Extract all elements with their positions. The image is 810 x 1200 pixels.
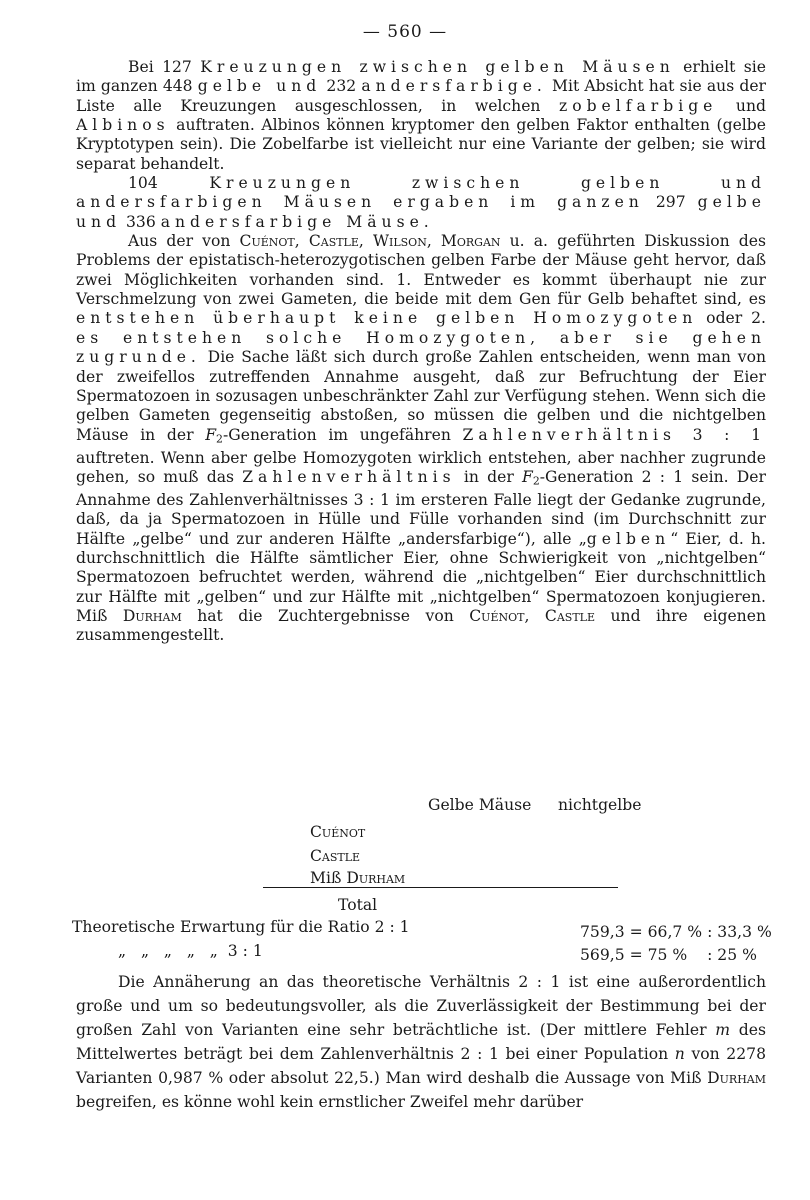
author-name: Cuénot — [239, 232, 295, 251]
author-name: Durham — [346, 869, 406, 887]
spaced-text: Zahlenverhältnis — [242, 467, 456, 486]
closing-text — [76, 970, 766, 1114]
total-rule — [263, 887, 618, 888]
expectation-label-1: Theoretische Erwartung für die Ratio 2 : 1 — [72, 918, 410, 936]
author-name: Castle — [308, 232, 359, 251]
text: , — [358, 232, 373, 251]
header-nichtgelbe: nichtgelbe — [558, 796, 642, 814]
label-prefix: Miß — [310, 869, 347, 887]
text: hat die Zuchtergebnisse von — [181, 607, 470, 626]
header-gelbe: Gelbe Mäuse — [428, 796, 532, 814]
spaced-text: Kreuzungen zwischen gelben Mäusen — [200, 58, 675, 76]
text: auftreten. Wenn aber gelbe Homozygoten wirklich entstehen, aber nachher zugrunde gehen, so muß das — [76, 448, 766, 486]
spaced-text: Albinos — [76, 116, 170, 135]
expectation-label-2: „ „ „ „ „ 3 : 1 — [118, 942, 263, 960]
text: oder 2. — [697, 309, 766, 328]
author-name: Durham — [122, 607, 182, 626]
text: Die Annäherung an das theoretische Verhältnis 2 : 1 ist eine außerordentlich große und um so bedeutungsvoller, als die Zuverlässigkeit der Bestimmung bei der großen Zahl von Varianten eine sehr beträchtliche ist. (Der mittlere Fehler — [76, 973, 766, 1039]
text: begreifen, es könne wohl kein ernstlicher Zweifel mehr darüber — [76, 1093, 584, 1111]
text: von 2278 Varianten 0,987 % oder absolut 22,5.) Man wird deshalb die Aussage von Miß — [76, 1045, 766, 1087]
text: auftraten. Albinos können kryptomer den gelben Faktor enthalten (gelbe Kryptotypen sein). Die Zobelfarbe ist vielleicht nur eine Variante der gelben; sie wird separat behandelt. — [76, 116, 766, 173]
subscript: 2 — [216, 432, 223, 446]
paragraph-1 — [76, 58, 766, 174]
text: 297 — [643, 193, 698, 212]
author-name: Durham — [707, 1069, 766, 1087]
text: -Generation 2 : 1 sein. Der Annahme des Zahlenverhältnisses 3 : 1 im ersteren Falle liegt der Gedanke zugrunde, daß, da ja Spermatozoen in Hülle und Fülle vorhanden sind (im Durchschnitt zur Hälfte „gelbe“ und zur anderen Hälfte „andersfarbige“), alle „ — [76, 467, 766, 548]
text: und — [717, 96, 766, 115]
text: in der — [455, 467, 522, 486]
spaced-text: gelbe und — [197, 77, 322, 96]
author-name: Morgan — [440, 232, 501, 251]
text: Aus der von — [128, 232, 240, 251]
spaced-text: Kreuzungen zwischen gelben und andersfarbigen Mäusen ergaben im ganzen — [76, 174, 766, 212]
author-name: Wilson — [372, 232, 427, 251]
text: , — [426, 232, 441, 251]
text: , — [524, 607, 545, 626]
text: , — [294, 232, 309, 251]
paragraph-4 — [76, 970, 766, 1114]
spaced-text: es entstehen solche Homozygoten, aber sie gehen zugrunde. — [76, 328, 766, 367]
row-label — [310, 869, 405, 887]
variable-m: m — [715, 1021, 731, 1039]
expectation-result-2: 569,5 = 75 % : 25 % — [580, 946, 757, 964]
text: und ihre eigenen zusammengestellt. — [76, 607, 766, 645]
variable-n: n — [674, 1045, 685, 1063]
spaced-text: andersfarbige Mäuse. — [160, 212, 434, 231]
expectation-result-1: 759,3 = 66,7 % : 33,3 % — [580, 923, 772, 941]
author-name: Castle — [544, 607, 596, 626]
text: Mit Absicht hat sie aus der Liste alle Kreuzungen ausgeschlossen, in welchen — [76, 77, 766, 115]
spaced-text: andersfarbige. — [361, 77, 547, 96]
spaced-text: gelbe und — [76, 193, 766, 231]
spaced-text: Zahlenverhältnis 3 : 1 — [462, 425, 766, 444]
text: Die Sache läßt sich durch große Zahlen entscheiden, wenn man von der zweifellos zutreffenden Annahme ausgeht, daß zur Befruchtung der Eier Spermatozoen in sozusagen unbeschränkter Zahl zur Verfügung stehen. Wenn sich die gelben Gameten gegenseitig abstoßen, so müssen die gelben und die nichtgelben Mäuse in der — [76, 348, 766, 444]
subscript: 2 — [532, 474, 540, 488]
spaced-text: gelben — [586, 529, 671, 548]
author-name: Cuénot — [469, 607, 525, 626]
text: Bei 127 — [128, 58, 201, 76]
spaced-text: zobelfarbige — [558, 96, 718, 115]
paragraph-2 — [76, 174, 766, 232]
text: “ Eier, d. h. durchschnittlich die Hälfte sämtlicher Eier, ohne Schwierigkeit von „nichtgelben“ Spermatozoen befruchtet werden, während die „nichtgelben“ Eier durchschnittlich zur Hälfte mit „gelben“ und zur Hälfte mit „nichtgelben“ Spermatozoen konjugieren. Miß — [76, 529, 766, 626]
main-text — [76, 58, 766, 646]
text: erhielt sie im ganzen 448 — [76, 58, 766, 96]
text: 232 — [321, 77, 362, 96]
text: des Mittelwertes beträgt bei dem Zahlenverhältnis 2 : 1 bei einer Population — [76, 1021, 767, 1063]
row-label: Cuénot — [310, 823, 366, 841]
row-label: Castle — [310, 847, 361, 865]
text: u. a. geführten Diskussion des Problems der epistatisch-heterozygotischen gelben Farbe der Mäuse geht hervor, daß zwei Möglichkeiten vorhanden sind. 1. Entweder es kommt überhaupt nie zur Verschmelzung von zwei Gameten, die beide mit dem Gen für Gelb behaftet sind, es — [76, 232, 766, 309]
paragraph-3 — [76, 232, 766, 646]
generation-symbol: F — [205, 425, 217, 444]
text: 104 — [128, 174, 210, 193]
text: -Generation im ungefähren — [223, 425, 463, 444]
page-number: — 560 — — [362, 22, 448, 42]
total-label: Total — [338, 896, 378, 914]
text: 336 — [121, 212, 161, 231]
spaced-text: entstehen überhaupt keine gelben Homozygoten — [76, 309, 698, 328]
generation-symbol: F — [522, 467, 533, 486]
